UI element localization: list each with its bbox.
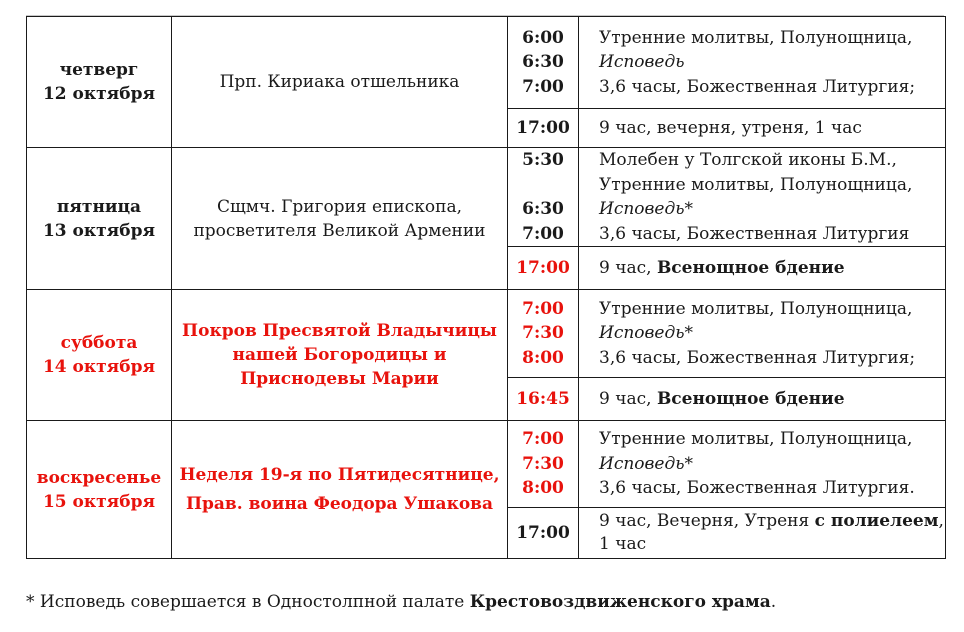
- feast-line: нашей Богородицы и: [232, 345, 447, 365]
- time: 7:00: [522, 298, 564, 319]
- time-cell: [508, 247, 579, 290]
- vigil-text: Всенощное бдение: [656, 388, 845, 409]
- time: 17:00: [516, 522, 570, 543]
- day-cell: [27, 148, 172, 290]
- time-cell: [508, 109, 579, 148]
- feast-line: Сщмч. Григория епископа,: [216, 196, 462, 217]
- service-line: Молебен у Толгской иконы Б.М.,: [599, 150, 897, 170]
- time-spacer: [508, 173, 578, 198]
- feast-line: Неделя 19-я по Пятидесятнице,: [179, 464, 500, 485]
- service-line: 9 час, вечерня, утреня, 1 час: [599, 117, 862, 138]
- weekday: четверг: [59, 60, 139, 80]
- time: 8:00: [522, 347, 564, 368]
- time: 6:30: [522, 52, 564, 73]
- day-cell: [27, 421, 172, 559]
- service-line-confession: Исповедь: [599, 52, 685, 73]
- time: 7:00: [522, 429, 564, 450]
- vigil-text: Всенощное бдение: [656, 257, 845, 278]
- feast-cell: [172, 290, 508, 421]
- service-line: 3,6 часы, Божественная Литургия.: [599, 478, 915, 499]
- polyeleos-text: с полиелеем: [814, 511, 939, 531]
- service-cell: [579, 508, 946, 559]
- time-cell: [508, 17, 579, 109]
- service-line: 3,6 часы, Божественная Литургия;: [599, 76, 916, 97]
- service-text: 9 час, Вечерня, Утреня: [599, 511, 815, 531]
- time: 16:45: [516, 388, 570, 409]
- service-text: ,: [938, 511, 944, 531]
- service-cell: [579, 109, 946, 148]
- feast-cell: [172, 421, 508, 559]
- feast-line: Приснодевы Марии: [240, 369, 439, 389]
- weekday: суббота: [60, 333, 138, 353]
- feast-line: Покров Пресвятой Владычицы: [182, 321, 497, 341]
- service-line: 1 час: [599, 534, 647, 554]
- table-row: [27, 17, 946, 109]
- time: 7:30: [522, 323, 564, 344]
- time: 5:30: [522, 150, 564, 170]
- service-line: Утренние молитвы, Полунощница,: [599, 429, 913, 450]
- weekday: воскресенье: [36, 467, 162, 488]
- time: 6:30: [522, 199, 564, 219]
- time-cell: [508, 378, 579, 421]
- feast-line: просветителя Великой Армении: [193, 220, 486, 241]
- time-cell: [508, 148, 579, 247]
- time: 17:00: [516, 257, 570, 278]
- service-cell: [579, 378, 946, 421]
- date: 13 октября: [42, 220, 156, 241]
- time: 8:00: [522, 478, 564, 499]
- service-line-confession: Исповедь*: [599, 199, 694, 219]
- service-line: 3,6 часы, Божественная Литургия;: [599, 347, 916, 368]
- service-cell: [579, 421, 946, 508]
- service-line: [599, 256, 941, 281]
- service-cell: [579, 247, 946, 290]
- feast-line: Прп. Кириака отшельника: [219, 72, 460, 92]
- table-row: [27, 421, 946, 508]
- time: 7:00: [522, 76, 564, 97]
- service-line-confession: Исповедь*: [599, 453, 694, 474]
- weekday: пятница: [56, 196, 142, 217]
- time: 7:30: [522, 453, 564, 474]
- feast-cell: [172, 17, 508, 148]
- schedule-table: [26, 16, 946, 559]
- service-line: [599, 387, 941, 412]
- time: 6:00: [522, 27, 564, 48]
- service-line: Утренние молитвы, Полунощница,: [599, 174, 913, 195]
- footnote: [26, 590, 776, 614]
- service-text: 9 час,: [599, 257, 657, 278]
- time-cell: [508, 508, 579, 559]
- time-cell: [508, 290, 579, 378]
- service-cell: [579, 148, 946, 247]
- service-line: 3,6 часы, Божественная Литургия: [599, 223, 910, 244]
- date: 15 октября: [42, 491, 156, 512]
- date: 12 октября: [42, 84, 156, 104]
- feast-cell: [172, 148, 508, 290]
- service-cell: [579, 290, 946, 378]
- service-cell: [579, 17, 946, 109]
- service-line-confession: Исповедь*: [599, 323, 694, 344]
- service-line: Утренние молитвы, Полунощница,: [599, 298, 913, 319]
- service-line: [599, 510, 944, 533]
- time: 17:00: [516, 117, 570, 138]
- feast-line: Прав. воина Феодора Ушакова: [185, 493, 494, 514]
- date: 14 октября: [42, 357, 156, 377]
- time-cell: [508, 421, 579, 508]
- footnote-church: Крестовоздвиженского храма: [469, 592, 771, 612]
- table-row: [27, 290, 946, 378]
- table-row: [27, 148, 946, 247]
- time: 7:00: [522, 223, 564, 244]
- footnote-end: .: [770, 592, 777, 612]
- service-line: Утренние молитвы, Полунощница,: [599, 27, 913, 48]
- service-text: 9 час,: [599, 388, 657, 409]
- day-cell: [27, 17, 172, 148]
- footnote-text: * Исповедь совершается в Одностолпной палате: [26, 592, 470, 612]
- day-cell: [27, 290, 172, 421]
